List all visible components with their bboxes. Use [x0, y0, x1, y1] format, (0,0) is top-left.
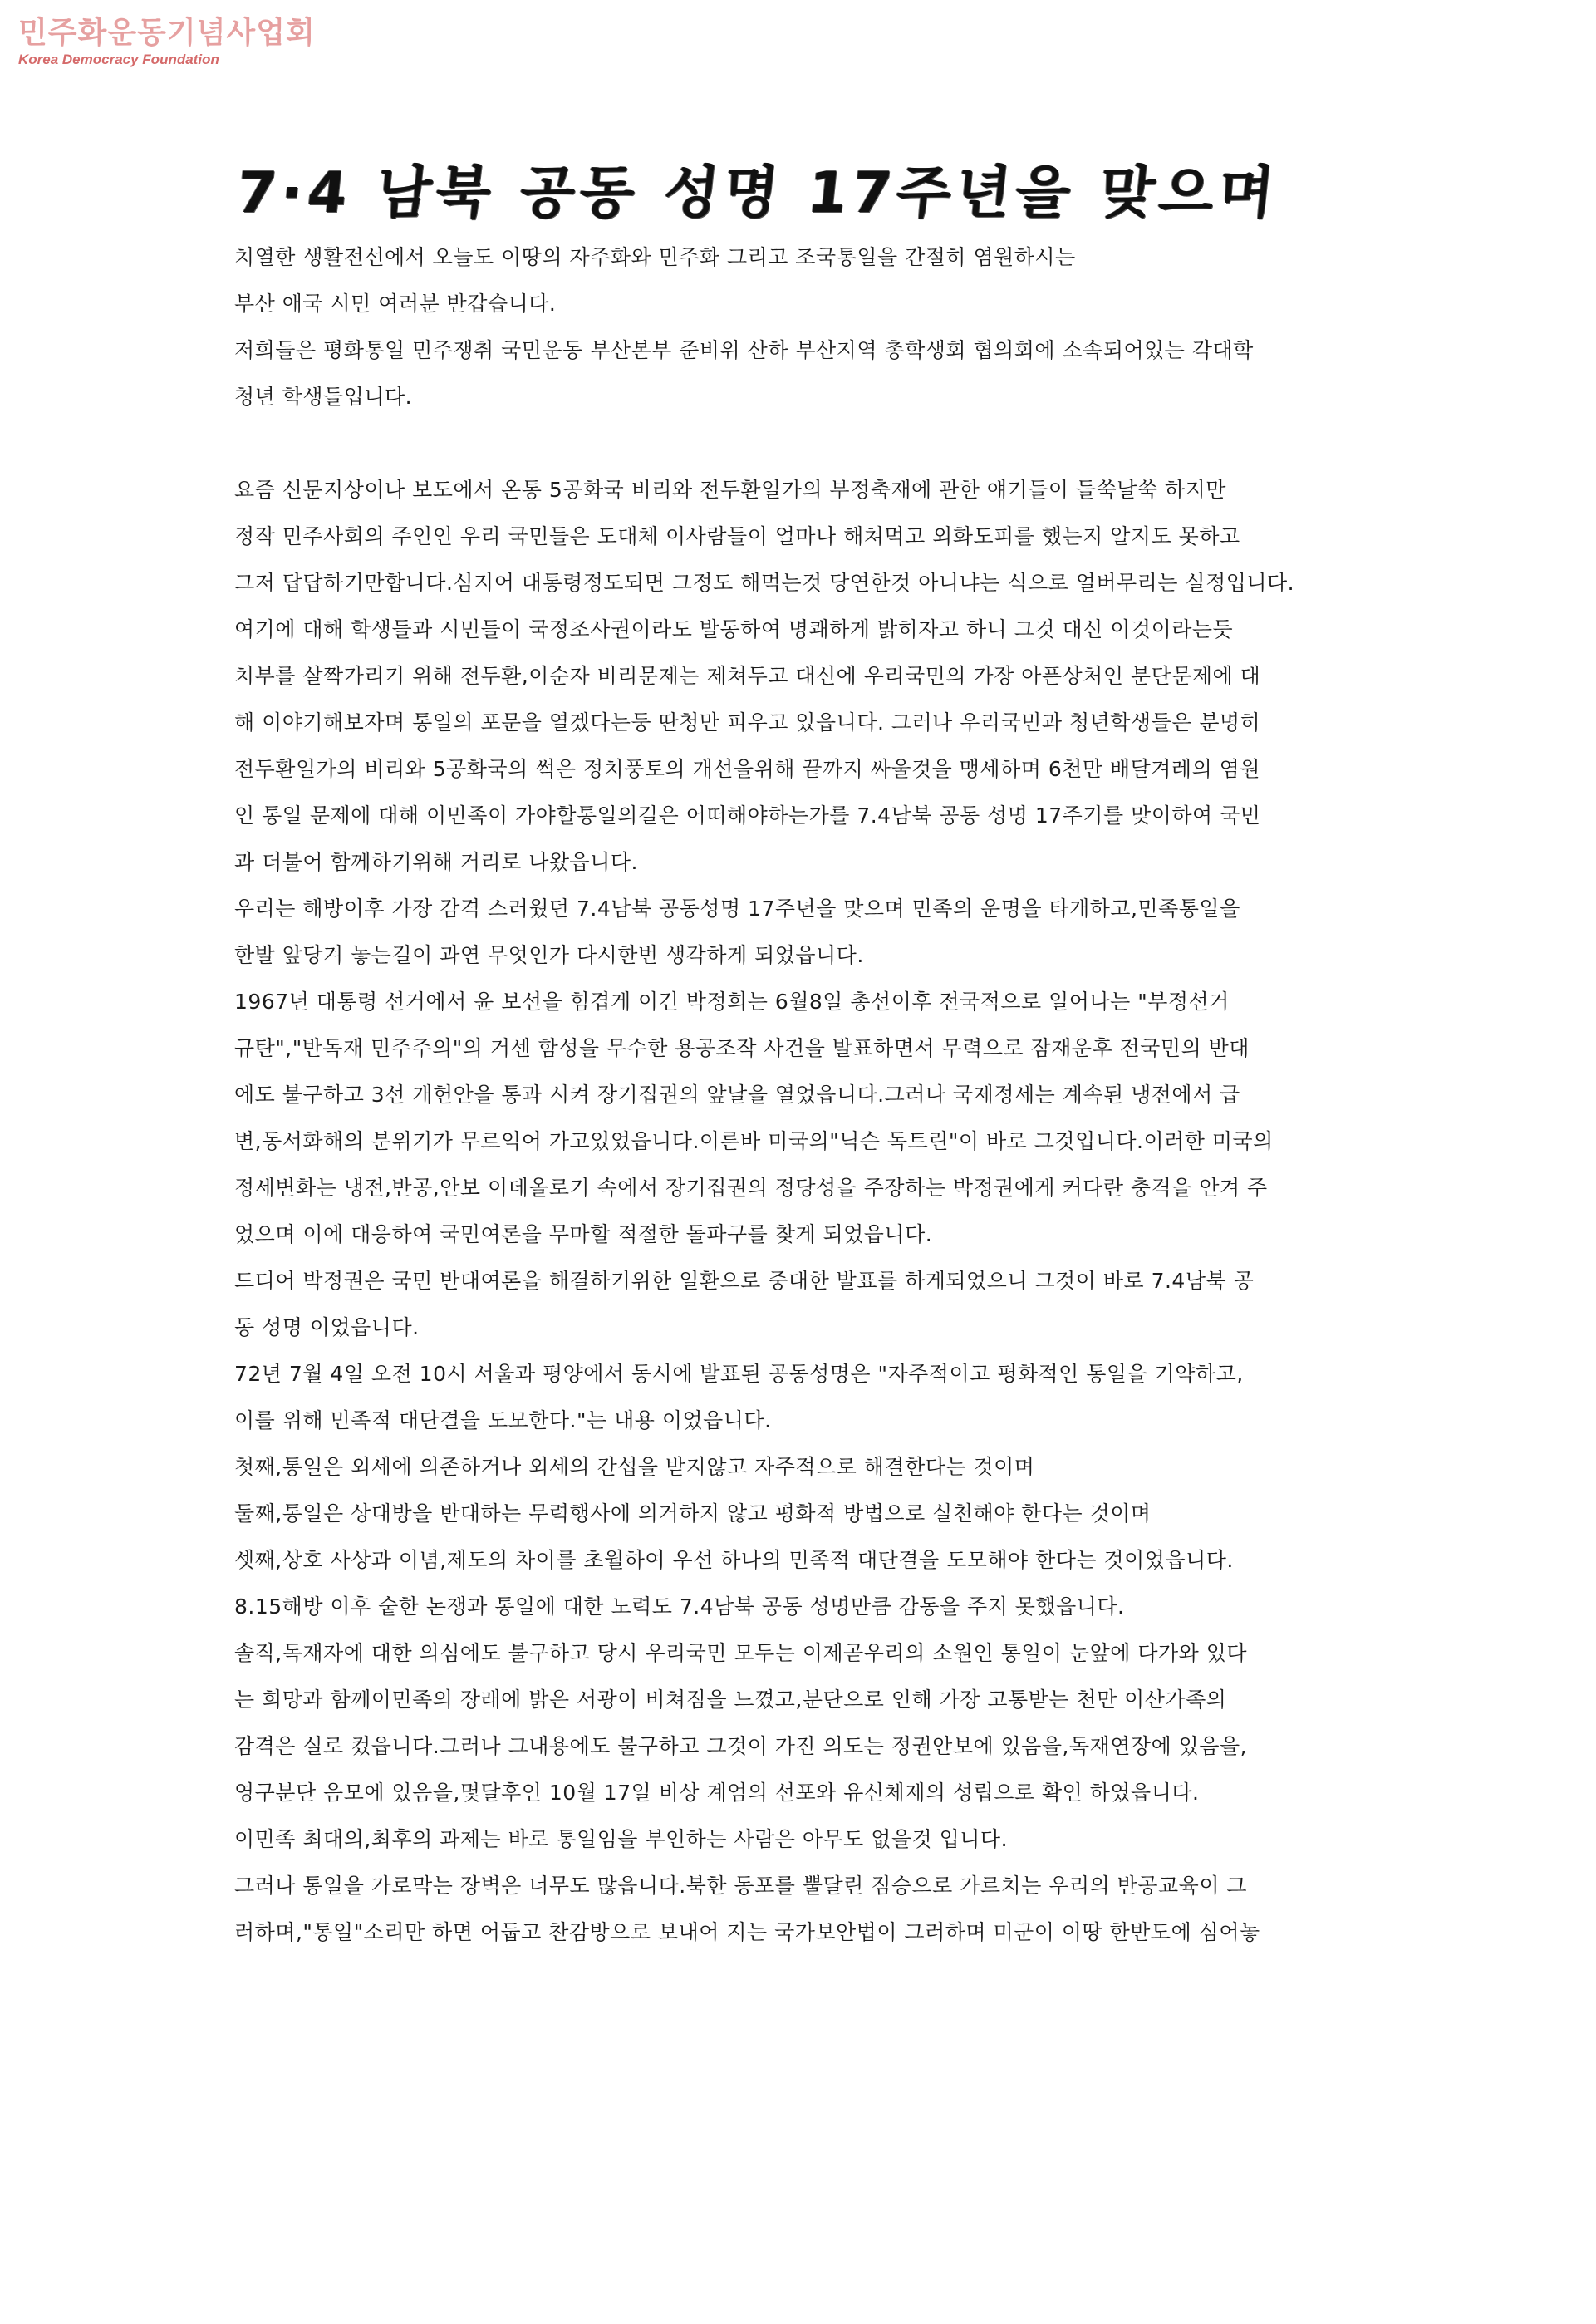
text-line: 전두환일가의 비리와 5공화국의 썩은 정치풍토의 개선을위해 끝까지 싸울것을 맹세하며 6천만 배달겨레의 염원 — [234, 757, 1260, 781]
text-line: 에도 불구하고 3선 개헌안을 통과 시켜 장기집권의 앞날을 열었읍니다.그러나 국제정세는 계속된 냉전에서 급 — [234, 1083, 1240, 1107]
text-line: 이민족 최대의,최후의 과제는 바로 통일임을 부인하는 사람은 아무도 없을것 입니다. — [234, 1827, 1009, 1851]
text-line: 이를 위해 민족적 대단결을 도모한다."는 내용 이었읍니다. — [234, 1408, 772, 1432]
text-line: 었으며 이에 대응하여 국민여론을 무마할 적절한 돌파구를 찾게 되었읍니다. — [234, 1222, 933, 1246]
text-line: 우리는 해방이후 가장 감격 스러웠던 7.4남북 공동성명 17주년을 맞으며 민족의 운명을 타개하고,민족통일을 — [234, 897, 1240, 921]
watermark-korean: 민주화운동기념사업회 — [18, 16, 316, 50]
document-body — [234, 234, 1456, 1956]
text-line: 요즘 신문지상이나 보도에서 온통 5공화국 비리와 전두환일가의 부정축재에 관한 얘기들이 들쑥날쑥 하지만 — [234, 478, 1226, 502]
text-line: 치열한 생활전선에서 오늘도 이땅의 자주화와 민주화 그리고 조국통일을 간절히 염원하시는 — [234, 245, 1076, 269]
text-line: 그러나 통일을 가로막는 장벽은 너무도 많읍니다.북한 동포를 뿔달린 짐승으로 가르치는 우리의 반공교육이 그 — [234, 1874, 1248, 1898]
text-line: 한발 앞당겨 놓는길이 과연 무엇인가 다시한번 생각하게 되었읍니다. — [234, 943, 864, 967]
text-line: 동 성명 이었읍니다. — [234, 1315, 420, 1339]
text-line: 규탄","반독재 민주주의"의 거센 함성을 무수한 용공조작 사건을 발표하면서 무력으로 잠재운후 전국민의 반대 — [234, 1036, 1250, 1060]
text-line: 치부를 살짝가리기 위해 전두환,이순자 비리문제는 제쳐두고 대신에 우리국민의 가장 아픈상처인 분단문제에 대 — [234, 664, 1261, 688]
text-line: 솔직,독재자에 대한 의심에도 불구하고 당시 우리국민 모두는 이제곧우리의 소원인 통일이 눈앞에 다가와 있다 — [234, 1641, 1248, 1665]
text-line: 8.15해방 이후 숱한 논쟁과 통일에 대한 노력도 7.4남북 공동 성명만큼 감동을 주지 못했읍니다. — [234, 1594, 1125, 1619]
text-line: 과 더불어 함께하기위해 거리로 나왔읍니다. — [234, 850, 638, 874]
text-line: 정작 민주사회의 주인인 우리 국민들은 도대체 이사람들이 얼마나 해쳐먹고 외화도피를 했는지 알지도 못하고 — [234, 524, 1240, 548]
text-line: 변,동서화해의 분위기가 무르익어 가고있었읍니다.이른바 미국의"닉슨 독트린"이 바로 그것입니다.이러한 미국의 — [234, 1129, 1274, 1153]
text-line: 1967년 대통령 선거에서 윤 보선을 힘겹게 이긴 박정희는 6월8일 총선이후 전국적으로 일어나는 "부정선거 — [234, 990, 1230, 1014]
text-line: 러하며,"통일"소리만 하면 어둡고 찬감방으로 보내어 지는 국가보안법이 그러하며 미군이 이땅 한반도에 심어놓 — [234, 1920, 1260, 1944]
text-line: 둘째,통일은 상대방을 반대하는 무력행사에 의거하지 않고 평화적 방법으로 실천해야 한다는 것이며 — [234, 1501, 1152, 1526]
text-line: 청년 학생들입니다. — [234, 385, 413, 409]
text-line: 해 이야기해보자며 통일의 포문을 열겠다는둥 딴청만 피우고 있읍니다. 그러나 우리국민과 청년학생들은 분명히 — [234, 710, 1261, 735]
text-line: 72년 7월 4일 오전 10시 서울과 평양에서 동시에 발표된 공동성명은 "자주적이고 평화적인 통일을 기약하고, — [234, 1362, 1244, 1386]
text-line: 감격은 실로 컸읍니다.그러나 그내용에도 불구하고 그것이 가진 의도는 정권안보에 있음을,독재연장에 있음을, — [234, 1734, 1248, 1758]
text-line: 첫째,통일은 외세에 의존하거나 외세의 간섭을 받지않고 자주적으로 해결한다는 것이며 — [234, 1455, 1035, 1479]
text-line: 드디어 박정권은 국민 반대여론을 해결하기위한 일환으로 중대한 발표를 하게되었으니 그것이 바로 7.4남북 공 — [234, 1269, 1255, 1293]
paragraph-gap — [234, 420, 1456, 467]
document-title: 7·4 남북 공동 성명 17주년을 맞으며 — [233, 160, 1282, 226]
text-line: 는 희망과 함께이민족의 장래에 밝은 서광이 비쳐짐을 느꼈고,분단으로 인해 가장 고통받는 천만 이산가족의 — [234, 1688, 1227, 1712]
text-line: 셋째,상호 사상과 이념,제도의 차이를 초월하여 우선 하나의 민족적 대단결을 도모해야 한다는 것이었읍니다. — [234, 1548, 1234, 1572]
text-line: 저희들은 평화통일 민주쟁취 국민운동 부산본부 준비위 산하 부산지역 총학생회 협의회에 소속되어있는 각대학 — [234, 338, 1254, 362]
watermark — [18, 17, 316, 68]
text-line: 인 통일 문제에 대해 이민족이 가야할통일의길은 어떠해야하는가를 7.4남북 공동 성명 17주기를 맞이하여 국민 — [234, 803, 1261, 828]
text-line: 부산 애국 시민 여러분 반갑습니다. — [234, 292, 557, 316]
text-line: 그저 답답하기만합니다.심지어 대통령정도되면 그정도 해먹는것 당연한것 아니냐는 식으로 얼버무리는 실정입니다. — [234, 571, 1295, 595]
text-line: 여기에 대해 학생들과 시민들이 국정조사권이라도 발동하여 명쾌하게 밝히자고 하니 그것 대신 이것이라는듯 — [234, 617, 1234, 641]
watermark-english: Korea Democracy Foundation — [18, 52, 219, 67]
text-line: 정세변화는 냉전,반공,안보 이데올로기 속에서 장기집권의 정당성을 주장하는 박정권에게 커다란 충격을 안겨 주 — [234, 1176, 1268, 1200]
text-line: 영구분단 음모에 있음을,몇달후인 10월 17일 비상 계엄의 선포와 유신체제의 성립으로 확인 하였읍니다. — [234, 1781, 1200, 1805]
